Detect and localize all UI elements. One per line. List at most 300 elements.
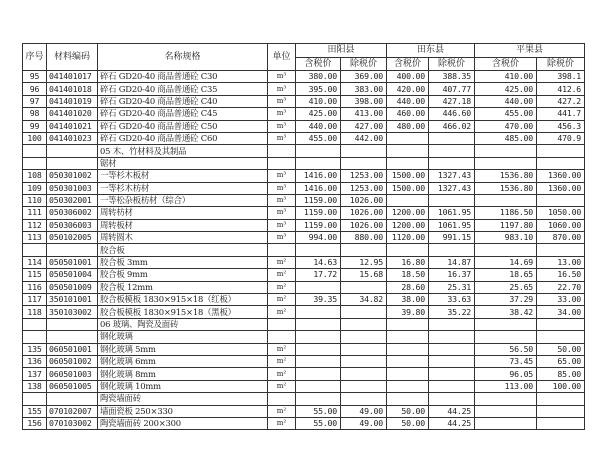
cell-tiandong-without-tax: 33.63: [429, 294, 475, 306]
header-seq: 序号: [23, 44, 47, 71]
cell-tiandong-without-tax: [429, 393, 475, 405]
cell-unit: m²: [268, 306, 296, 318]
cell-seq: 110: [23, 194, 47, 206]
cell-name: 胶合板 3mm: [98, 256, 268, 268]
cell-tiandong-with-tax: [387, 393, 429, 405]
cell-tiandong-with-tax: [387, 343, 429, 355]
cell-tiandong-with-tax: [387, 331, 429, 343]
cell-code: 050501004: [47, 269, 98, 281]
cell-pingguo-without-tax: 1060.00: [537, 219, 585, 231]
cell-code: 060501003: [47, 368, 98, 380]
table-row: [23, 417, 585, 429]
table-row: [23, 232, 585, 244]
cell-unit: m³: [268, 71, 296, 83]
header-with-tax: 含税价: [296, 58, 341, 71]
cell-name: 钢化玻璃 8mm: [98, 368, 268, 380]
cell-pingguo-without-tax: 427.2: [537, 95, 585, 107]
cell-name: 胶合板 12mm: [98, 281, 268, 293]
cell-code: 041401019: [47, 95, 98, 107]
cell-tianyang-with-tax: 55.00: [296, 417, 341, 429]
cell-unit: [268, 244, 296, 256]
cell-tiandong-with-tax: 50.00: [387, 405, 429, 417]
cell-pingguo-with-tax: 18.65: [475, 269, 537, 281]
cell-code: 050301002: [47, 170, 98, 182]
cell-tiandong-without-tax: [429, 380, 475, 392]
cell-pingguo-with-tax: 455.00: [475, 108, 537, 120]
cell-seq: 136: [23, 355, 47, 367]
cell-pingguo-without-tax: 13.00: [537, 256, 585, 268]
cell-tiandong-with-tax: [387, 318, 429, 330]
header-with-tax: 含税价: [387, 58, 429, 71]
cell-pingguo-with-tax: 113.00: [475, 380, 537, 392]
cell-name: 碎石 GD20-40 商品普通砼 C50: [98, 120, 268, 132]
cell-tiandong-with-tax: [387, 355, 429, 367]
cell-pingguo-with-tax: [475, 393, 537, 405]
cell-tianyang-with-tax: 455.00: [296, 132, 341, 144]
cell-tiandong-without-tax: 466.02: [429, 120, 475, 132]
cell-tiandong-without-tax: 16.37: [429, 269, 475, 281]
cell-tianyang-without-tax: 1026.00: [341, 194, 387, 206]
cell-unit: m²: [268, 368, 296, 380]
cell-tianyang-with-tax: 395.00: [296, 83, 341, 95]
cell-unit: [268, 393, 296, 405]
cell-code: 070103002: [47, 417, 98, 429]
cell-tiandong-without-tax: 446.60: [429, 108, 475, 120]
cell-pingguo-with-tax: 1536.80: [475, 170, 537, 182]
cell-tianyang-without-tax: 427.00: [341, 120, 387, 132]
cell-seq: [23, 393, 47, 405]
header-without-tax: 除税价: [537, 58, 585, 71]
cell-unit: m²: [268, 269, 296, 281]
cell-pingguo-without-tax: [537, 417, 585, 429]
cell-tianyang-without-tax: [341, 355, 387, 367]
cell-seq: 115: [23, 269, 47, 281]
cell-unit: m²: [268, 256, 296, 268]
cell-pingguo-with-tax: 37.29: [475, 294, 537, 306]
cell-code: 041401020: [47, 108, 98, 120]
cell-unit: m³: [268, 182, 296, 194]
cell-unit: m³: [268, 207, 296, 219]
cell-unit: m²: [268, 343, 296, 355]
cell-tiandong-without-tax: [429, 244, 475, 256]
cell-unit: m²: [268, 417, 296, 429]
cell-tianyang-with-tax: [296, 145, 341, 157]
cell-tiandong-with-tax: 420.00: [387, 83, 429, 95]
cell-code: 041401017: [47, 71, 98, 83]
cell-tianyang-without-tax: [341, 393, 387, 405]
cell-unit: m²: [268, 281, 296, 293]
cell-tianyang-without-tax: 1026.00: [341, 219, 387, 231]
cell-tianyang-without-tax: 49.00: [341, 405, 387, 417]
cell-pingguo-without-tax: 50.00: [537, 343, 585, 355]
cell-tianyang-with-tax: 39.35: [296, 294, 341, 306]
cell-code: [47, 318, 98, 330]
cell-unit: m²: [268, 405, 296, 417]
cell-tianyang-with-tax: 1159.00: [296, 219, 341, 231]
cell-pingguo-without-tax: [537, 194, 585, 206]
table-row: [23, 145, 585, 157]
cell-pingguo-with-tax: [475, 145, 537, 157]
header-region-pingguo: 平果县: [475, 44, 585, 58]
cell-pingguo-with-tax: [475, 405, 537, 417]
cell-tiandong-with-tax: 38.00: [387, 294, 429, 306]
cell-pingguo-with-tax: 73.45: [475, 355, 537, 367]
cell-pingguo-without-tax: 22.70: [537, 281, 585, 293]
cell-tiandong-without-tax: [429, 355, 475, 367]
cell-tianyang-with-tax: [296, 331, 341, 343]
cell-seq: 114: [23, 256, 47, 268]
cell-name: 胶合板: [98, 244, 268, 256]
cell-code: [47, 393, 98, 405]
cell-tianyang-without-tax: [341, 157, 387, 169]
cell-pingguo-without-tax: [537, 393, 585, 405]
cell-tiandong-without-tax: [429, 331, 475, 343]
cell-tianyang-without-tax: 398.00: [341, 95, 387, 107]
cell-pingguo-with-tax: 1197.80: [475, 219, 537, 231]
cell-pingguo-with-tax: 485.00: [475, 132, 537, 144]
price-table-sheet: [22, 43, 585, 430]
cell-pingguo-with-tax: 56.50: [475, 343, 537, 355]
cell-tiandong-without-tax: 1327.43: [429, 170, 475, 182]
cell-code: 060501005: [47, 380, 98, 392]
cell-tianyang-without-tax: [341, 380, 387, 392]
cell-tiandong-without-tax: 388.35: [429, 71, 475, 83]
cell-tiandong-with-tax: 460.00: [387, 108, 429, 120]
cell-seq: 116: [23, 281, 47, 293]
cell-name: 05 木、竹材料及其制品: [98, 145, 268, 157]
cell-tiandong-without-tax: [429, 318, 475, 330]
cell-code: 050301003: [47, 182, 98, 194]
price-table-body: [23, 71, 585, 430]
cell-pingguo-with-tax: 983.10: [475, 232, 537, 244]
cell-seq: 108: [23, 170, 47, 182]
cell-seq: 155: [23, 405, 47, 417]
cell-tiandong-without-tax: 14.87: [429, 256, 475, 268]
cell-code: 350103002: [47, 306, 98, 318]
cell-seq: 135: [23, 343, 47, 355]
table-row: [23, 331, 585, 343]
cell-seq: 95: [23, 71, 47, 83]
cell-pingguo-without-tax: [537, 318, 585, 330]
cell-tianyang-with-tax: 55.00: [296, 405, 341, 417]
cell-pingguo-without-tax: 100.00: [537, 380, 585, 392]
cell-pingguo-with-tax: [475, 417, 537, 429]
cell-pingguo-without-tax: [537, 244, 585, 256]
cell-unit: [268, 157, 296, 169]
cell-tiandong-with-tax: 39.80: [387, 306, 429, 318]
cell-pingguo-with-tax: 38.42: [475, 306, 537, 318]
cell-seq: 156: [23, 417, 47, 429]
cell-tianyang-with-tax: [296, 393, 341, 405]
cell-tianyang-without-tax: 49.00: [341, 417, 387, 429]
cell-seq: 113: [23, 232, 47, 244]
cell-tianyang-without-tax: 15.68: [341, 269, 387, 281]
cell-tianyang-with-tax: 1416.00: [296, 170, 341, 182]
cell-pingguo-without-tax: 85.00: [537, 368, 585, 380]
cell-code: 050306002: [47, 207, 98, 219]
table-row: [23, 281, 585, 293]
cell-pingguo-with-tax: [475, 331, 537, 343]
cell-unit: m²: [268, 355, 296, 367]
cell-pingguo-without-tax: 33.00: [537, 294, 585, 306]
cell-tianyang-with-tax: 17.72: [296, 269, 341, 281]
cell-pingguo-with-tax: [475, 194, 537, 206]
cell-tianyang-without-tax: [341, 368, 387, 380]
cell-unit: m³: [268, 95, 296, 107]
cell-tianyang-with-tax: 1159.00: [296, 194, 341, 206]
cell-tiandong-with-tax: [387, 380, 429, 392]
cell-tiandong-without-tax: 1327.43: [429, 182, 475, 194]
cell-tiandong-with-tax: [387, 145, 429, 157]
cell-name: 周转板材: [98, 219, 268, 231]
cell-tianyang-without-tax: 12.95: [341, 256, 387, 268]
cell-tianyang-without-tax: [341, 318, 387, 330]
cell-pingguo-with-tax: [475, 244, 537, 256]
cell-code: 041401021: [47, 120, 98, 132]
cell-pingguo-without-tax: 1360.00: [537, 182, 585, 194]
cell-tianyang-without-tax: [341, 331, 387, 343]
cell-seq: 111: [23, 207, 47, 219]
cell-tianyang-without-tax: 413.00: [341, 108, 387, 120]
cell-tiandong-with-tax: 400.00: [387, 71, 429, 83]
cell-name: 碎石 GD20-40 商品普通砼 C40: [98, 95, 268, 107]
cell-tianyang-without-tax: [341, 244, 387, 256]
cell-tiandong-without-tax: 1061.95: [429, 207, 475, 219]
cell-unit: m³: [268, 83, 296, 95]
cell-pingguo-with-tax: [475, 318, 537, 330]
cell-name: 胶合板模板 1830×915×18（红板）: [98, 294, 268, 306]
cell-pingguo-without-tax: 870.00: [537, 232, 585, 244]
cell-tiandong-with-tax: 440.00: [387, 95, 429, 107]
cell-tianyang-without-tax: 34.82: [341, 294, 387, 306]
cell-tianyang-with-tax: 440.00: [296, 120, 341, 132]
cell-code: 060501002: [47, 355, 98, 367]
cell-tianyang-with-tax: 1159.00: [296, 207, 341, 219]
table-row: [23, 306, 585, 318]
table-row: [23, 405, 585, 417]
cell-unit: m³: [268, 108, 296, 120]
cell-pingguo-with-tax: 1186.50: [475, 207, 537, 219]
cell-pingguo-without-tax: 470.9: [537, 132, 585, 144]
cell-seq: [23, 244, 47, 256]
cell-code: 070102007: [47, 405, 98, 417]
cell-tianyang-without-tax: [341, 145, 387, 157]
cell-tiandong-with-tax: [387, 132, 429, 144]
cell-pingguo-with-tax: [475, 157, 537, 169]
cell-pingguo-with-tax: 425.00: [475, 83, 537, 95]
cell-tiandong-without-tax: 25.31: [429, 281, 475, 293]
cell-tianyang-with-tax: 14.63: [296, 256, 341, 268]
cell-tiandong-without-tax: [429, 145, 475, 157]
cell-pingguo-with-tax: 470.00: [475, 120, 537, 132]
cell-pingguo-with-tax: 410.00: [475, 71, 537, 83]
cell-code: 050102005: [47, 232, 98, 244]
cell-tianyang-with-tax: [296, 343, 341, 355]
cell-tianyang-without-tax: 1026.00: [341, 207, 387, 219]
cell-pingguo-with-tax: 1536.80: [475, 182, 537, 194]
cell-seq: [23, 318, 47, 330]
cell-tiandong-without-tax: 427.18: [429, 95, 475, 107]
cell-pingguo-without-tax: [537, 157, 585, 169]
cell-seq: 118: [23, 306, 47, 318]
cell-tianyang-with-tax: [296, 281, 341, 293]
cell-tiandong-with-tax: 1200.00: [387, 219, 429, 231]
cell-pingguo-without-tax: [537, 331, 585, 343]
cell-code: 060501001: [47, 343, 98, 355]
table-row: [23, 393, 585, 405]
cell-tianyang-without-tax: [341, 343, 387, 355]
cell-tiandong-without-tax: [429, 368, 475, 380]
cell-name: 钢化玻璃 10mm: [98, 380, 268, 392]
cell-name: 碎石 GD20-40 商品普通砼 C30: [98, 71, 268, 83]
cell-seq: 100: [23, 132, 47, 144]
table-row: [23, 182, 585, 194]
cell-tianyang-with-tax: [296, 306, 341, 318]
cell-tiandong-with-tax: 50.00: [387, 417, 429, 429]
cell-tiandong-without-tax: 407.77: [429, 83, 475, 95]
cell-code: 050501001: [47, 256, 98, 268]
cell-tiandong-with-tax: 1120.00: [387, 232, 429, 244]
table-row: [23, 170, 585, 182]
cell-seq: 96: [23, 83, 47, 95]
cell-tianyang-with-tax: [296, 355, 341, 367]
cell-pingguo-without-tax: [537, 405, 585, 417]
cell-tianyang-without-tax: 1253.00: [341, 170, 387, 182]
cell-pingguo-without-tax: 1050.00: [537, 207, 585, 219]
table-row: [23, 368, 585, 380]
table-row: [23, 108, 585, 120]
header-region-tianyang: 田阳县: [296, 44, 387, 58]
cell-pingguo-without-tax: 412.6: [537, 83, 585, 95]
cell-unit: m²: [268, 294, 296, 306]
cell-code: [47, 331, 98, 343]
table-row: [23, 294, 585, 306]
cell-name: 一等杉木枋材: [98, 182, 268, 194]
cell-name: 钢化玻璃 5mm: [98, 343, 268, 355]
cell-name: 周转枋材: [98, 207, 268, 219]
cell-unit: [268, 318, 296, 330]
cell-tiandong-with-tax: [387, 244, 429, 256]
cell-seq: 97: [23, 95, 47, 107]
header-name: 名称规格: [98, 44, 268, 71]
header-unit: 单位: [268, 44, 296, 71]
cell-name: 碎石 GD20-40 商品普通砼 C60: [98, 132, 268, 144]
cell-tianyang-with-tax: [296, 157, 341, 169]
cell-unit: [268, 145, 296, 157]
cell-tianyang-without-tax: [341, 281, 387, 293]
cell-code: [47, 145, 98, 157]
cell-seq: 138: [23, 380, 47, 392]
cell-name: 胶合板模板 1830×915×18（黑板）: [98, 306, 268, 318]
cell-name: 碎石 GD20-40 商品普通砼 C45: [98, 108, 268, 120]
cell-name: 墙面瓷板 250×330: [98, 405, 268, 417]
cell-tianyang-without-tax: 442.00: [341, 132, 387, 144]
table-row: [23, 380, 585, 392]
cell-tianyang-with-tax: [296, 244, 341, 256]
cell-unit: m³: [268, 132, 296, 144]
cell-tianyang-without-tax: [341, 306, 387, 318]
cell-pingguo-with-tax: 440.00: [475, 95, 537, 107]
price-table: [22, 43, 585, 430]
header-with-tax: 含税价: [475, 58, 537, 71]
cell-pingguo-with-tax: 96.05: [475, 368, 537, 380]
cell-seq: 99: [23, 120, 47, 132]
cell-tianyang-with-tax: 425.00: [296, 108, 341, 120]
cell-seq: [23, 157, 47, 169]
cell-tiandong-without-tax: [429, 132, 475, 144]
cell-code: 350101001: [47, 294, 98, 306]
cell-name: 碎石 GD20-40 商品普通砼 C35: [98, 83, 268, 95]
header-code: 材料编码: [47, 44, 98, 71]
table-row: [23, 194, 585, 206]
cell-tiandong-with-tax: 1200.00: [387, 207, 429, 219]
cell-pingguo-without-tax: 398.1: [537, 71, 585, 83]
cell-pingguo-without-tax: 456.3: [537, 120, 585, 132]
cell-pingguo-without-tax: [537, 145, 585, 157]
cell-tiandong-without-tax: 44.25: [429, 417, 475, 429]
header-row-regions: [23, 44, 585, 58]
cell-pingguo-without-tax: 65.00: [537, 355, 585, 367]
table-row: [23, 120, 585, 132]
cell-tianyang-with-tax: [296, 368, 341, 380]
cell-code: [47, 244, 98, 256]
cell-seq: 137: [23, 368, 47, 380]
cell-name: 陶瓷墙面砖: [98, 393, 268, 405]
table-row: [23, 343, 585, 355]
cell-tianyang-with-tax: 1416.00: [296, 182, 341, 194]
table-row: [23, 256, 585, 268]
cell-tiandong-with-tax: [387, 157, 429, 169]
cell-tianyang-with-tax: 994.00: [296, 232, 341, 244]
cell-tianyang-with-tax: [296, 380, 341, 392]
cell-unit: m³: [268, 194, 296, 206]
table-row: [23, 244, 585, 256]
cell-pingguo-with-tax: 14.69: [475, 256, 537, 268]
cell-pingguo-without-tax: 34.00: [537, 306, 585, 318]
cell-pingguo-without-tax: 16.50: [537, 269, 585, 281]
cell-tianyang-without-tax: 1253.00: [341, 182, 387, 194]
cell-tianyang-with-tax: [296, 318, 341, 330]
cell-name: 陶瓷墙面砖 200×300: [98, 417, 268, 429]
header-region-tiandong: 田东县: [387, 44, 475, 58]
cell-code: 050501009: [47, 281, 98, 293]
cell-tiandong-without-tax: [429, 194, 475, 206]
cell-name: 周转圆木: [98, 232, 268, 244]
cell-tianyang-without-tax: 880.00: [341, 232, 387, 244]
cell-tiandong-with-tax: 480.00: [387, 120, 429, 132]
cell-tiandong-with-tax: 18.50: [387, 269, 429, 281]
table-row: [23, 207, 585, 219]
cell-pingguo-without-tax: 441.7: [537, 108, 585, 120]
table-row: [23, 132, 585, 144]
header-without-tax: 除税价: [341, 58, 387, 71]
table-row: [23, 219, 585, 231]
cell-tianyang-with-tax: 380.00: [296, 71, 341, 83]
header-without-tax: 除税价: [429, 58, 475, 71]
table-row: [23, 318, 585, 330]
cell-tiandong-with-tax: [387, 194, 429, 206]
cell-name: 钢化玻璃 6mm: [98, 355, 268, 367]
cell-unit: m³: [268, 120, 296, 132]
cell-name: 06 玻璃、陶瓷及面砖: [98, 318, 268, 330]
table-row: [23, 269, 585, 281]
cell-tianyang-with-tax: 410.00: [296, 95, 341, 107]
cell-tiandong-without-tax: [429, 157, 475, 169]
cell-seq: 117: [23, 294, 47, 306]
cell-code: 041401018: [47, 83, 98, 95]
cell-pingguo-without-tax: 1360.00: [537, 170, 585, 182]
cell-tianyang-without-tax: 383.00: [341, 83, 387, 95]
